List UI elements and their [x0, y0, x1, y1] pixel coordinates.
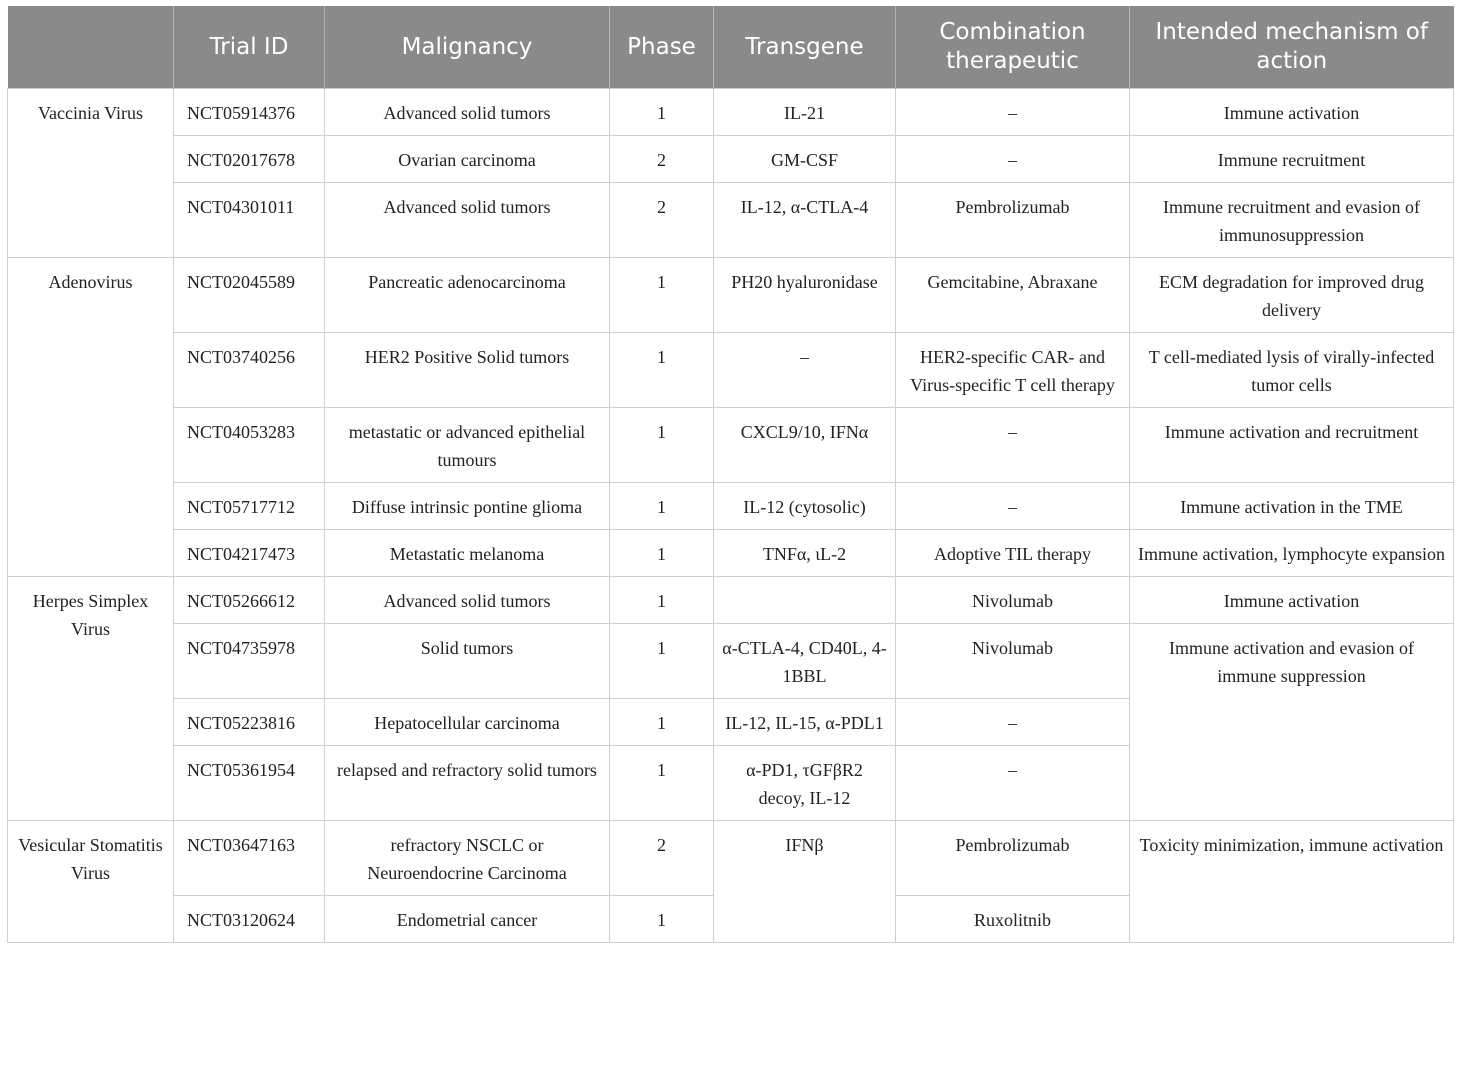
- table-row: [8, 483, 1454, 530]
- mechanism: T cell-mediated lysis of virally-infected tumor cells: [1130, 333, 1454, 408]
- group-vaccinia: [8, 89, 1454, 258]
- trial-id: NCT02045589: [174, 258, 325, 333]
- table-row: [8, 821, 1454, 896]
- header-mechanism: Intended mechanism of action: [1130, 6, 1454, 89]
- combination: –: [896, 746, 1130, 821]
- mechanism: Immune activation, lymphocyte expansion: [1130, 530, 1454, 577]
- combination: –: [896, 699, 1130, 746]
- combination: Ruxolitnib: [896, 896, 1130, 943]
- transgene: CXCL9/10, IFNα: [714, 408, 896, 483]
- transgene: TNFα, ιL-2: [714, 530, 896, 577]
- trial-id: NCT03740256: [174, 333, 325, 408]
- malignancy: Metastatic melanoma: [325, 530, 610, 577]
- trial-id: NCT05223816: [174, 699, 325, 746]
- malignancy: Diffuse intrinsic pontine glioma: [325, 483, 610, 530]
- combination: Pembrolizumab: [896, 821, 1130, 896]
- malignancy: Endometrial cancer: [325, 896, 610, 943]
- transgene: α-PD1, τGFβR2 decoy, IL-12: [714, 746, 896, 821]
- transgene: IL-12, α-CTLA-4: [714, 183, 896, 258]
- table-row: [8, 530, 1454, 577]
- trial-id: NCT05266612: [174, 577, 325, 624]
- virus-name: Herpes Simplex Virus: [8, 577, 174, 821]
- phase: 2: [610, 136, 714, 183]
- group-adenovirus: [8, 258, 1454, 577]
- mechanism: Immune activation: [1130, 577, 1454, 624]
- combination: –: [896, 408, 1130, 483]
- combination: Adoptive TIL therapy: [896, 530, 1130, 577]
- header-trial-id: Trial ID: [174, 6, 325, 89]
- malignancy: metastatic or advanced epithelial tumours: [325, 408, 610, 483]
- transgene: IL-12, IL-15, α-PDL1: [714, 699, 896, 746]
- header-malignancy: Malignancy: [325, 6, 610, 89]
- phase: 1: [610, 530, 714, 577]
- combination: Nivolumab: [896, 624, 1130, 699]
- mechanism: Toxicity minimization, immune activation: [1130, 821, 1454, 943]
- mechanism: Immune activation: [1130, 89, 1454, 136]
- malignancy: HER2 Positive Solid tumors: [325, 333, 610, 408]
- table-row: [8, 258, 1454, 333]
- virus-name: Vesicular Stomatitis Virus: [8, 821, 174, 943]
- trial-id: NCT05361954: [174, 746, 325, 821]
- virus-name: Vaccinia Virus: [8, 89, 174, 258]
- mechanism: Immune recruitment and evasion of immunosuppression: [1130, 183, 1454, 258]
- header-row: [8, 6, 1454, 89]
- phase: 1: [610, 699, 714, 746]
- table-row: [8, 89, 1454, 136]
- phase: 1: [610, 746, 714, 821]
- header-phase: Phase: [610, 6, 714, 89]
- group-vesicular-stomatitis: [8, 821, 1454, 943]
- trial-id: NCT02017678: [174, 136, 325, 183]
- phase: 1: [610, 896, 714, 943]
- trials-table-container: [7, 6, 1454, 943]
- transgene: –: [714, 333, 896, 408]
- table-row: [8, 136, 1454, 183]
- table-row: [8, 408, 1454, 483]
- phase: 2: [610, 183, 714, 258]
- transgene: α-CTLA-4, CD40L, 4-1BBL: [714, 624, 896, 699]
- combination: HER2-specific CAR- and Virus-specific T cell therapy: [896, 333, 1130, 408]
- combination: Pembrolizumab: [896, 183, 1130, 258]
- malignancy: Advanced solid tumors: [325, 183, 610, 258]
- mechanism: Immune activation in the TME: [1130, 483, 1454, 530]
- table-row: [8, 577, 1454, 624]
- table-row: [8, 624, 1454, 699]
- mechanism: ECM degradation for improved drug delivery: [1130, 258, 1454, 333]
- virus-name: Adenovirus: [8, 258, 174, 577]
- phase: 1: [610, 624, 714, 699]
- phase: 1: [610, 577, 714, 624]
- transgene: [714, 577, 896, 624]
- transgene: IL-21: [714, 89, 896, 136]
- combination: Gemcitabine, Abraxane: [896, 258, 1130, 333]
- phase: 1: [610, 89, 714, 136]
- mechanism: Immune recruitment: [1130, 136, 1454, 183]
- trial-id: NCT03647163: [174, 821, 325, 896]
- mechanism: Immune activation and recruitment: [1130, 408, 1454, 483]
- trial-id: NCT05914376: [174, 89, 325, 136]
- malignancy: Ovarian carcinoma: [325, 136, 610, 183]
- malignancy: Advanced solid tumors: [325, 577, 610, 624]
- phase: 1: [610, 483, 714, 530]
- trial-id: NCT04217473: [174, 530, 325, 577]
- malignancy: Solid tumors: [325, 624, 610, 699]
- trial-id: NCT04301011: [174, 183, 325, 258]
- transgene: IL-12 (cytosolic): [714, 483, 896, 530]
- malignancy: Pancreatic adenocarcinoma: [325, 258, 610, 333]
- phase: 2: [610, 821, 714, 896]
- table-row: [8, 183, 1454, 258]
- mechanism: Immune activation and evasion of immune suppression: [1130, 624, 1454, 821]
- combination: –: [896, 89, 1130, 136]
- header-transgene: Transgene: [714, 6, 896, 89]
- malignancy: relapsed and refractory solid tumors: [325, 746, 610, 821]
- oncolytic-virus-trials-table: [7, 6, 1454, 943]
- phase: 1: [610, 258, 714, 333]
- transgene: PH20 hyaluronidase: [714, 258, 896, 333]
- header-combination: Combination therapeutic: [896, 6, 1130, 89]
- transgene: IFNβ: [714, 821, 896, 943]
- malignancy: Advanced solid tumors: [325, 89, 610, 136]
- trial-id: NCT04735978: [174, 624, 325, 699]
- header-virus: [8, 6, 174, 89]
- phase: 1: [610, 333, 714, 408]
- phase: 1: [610, 408, 714, 483]
- combination: –: [896, 136, 1130, 183]
- combination: Nivolumab: [896, 577, 1130, 624]
- trial-id: NCT03120624: [174, 896, 325, 943]
- table-row: [8, 333, 1454, 408]
- group-herpes-simplex: [8, 577, 1454, 821]
- trial-id: NCT05717712: [174, 483, 325, 530]
- combination: –: [896, 483, 1130, 530]
- malignancy: refractory NSCLC or Neuroendocrine Carcinoma: [325, 821, 610, 896]
- transgene: GM-CSF: [714, 136, 896, 183]
- malignancy: Hepatocellular carcinoma: [325, 699, 610, 746]
- trial-id: NCT04053283: [174, 408, 325, 483]
